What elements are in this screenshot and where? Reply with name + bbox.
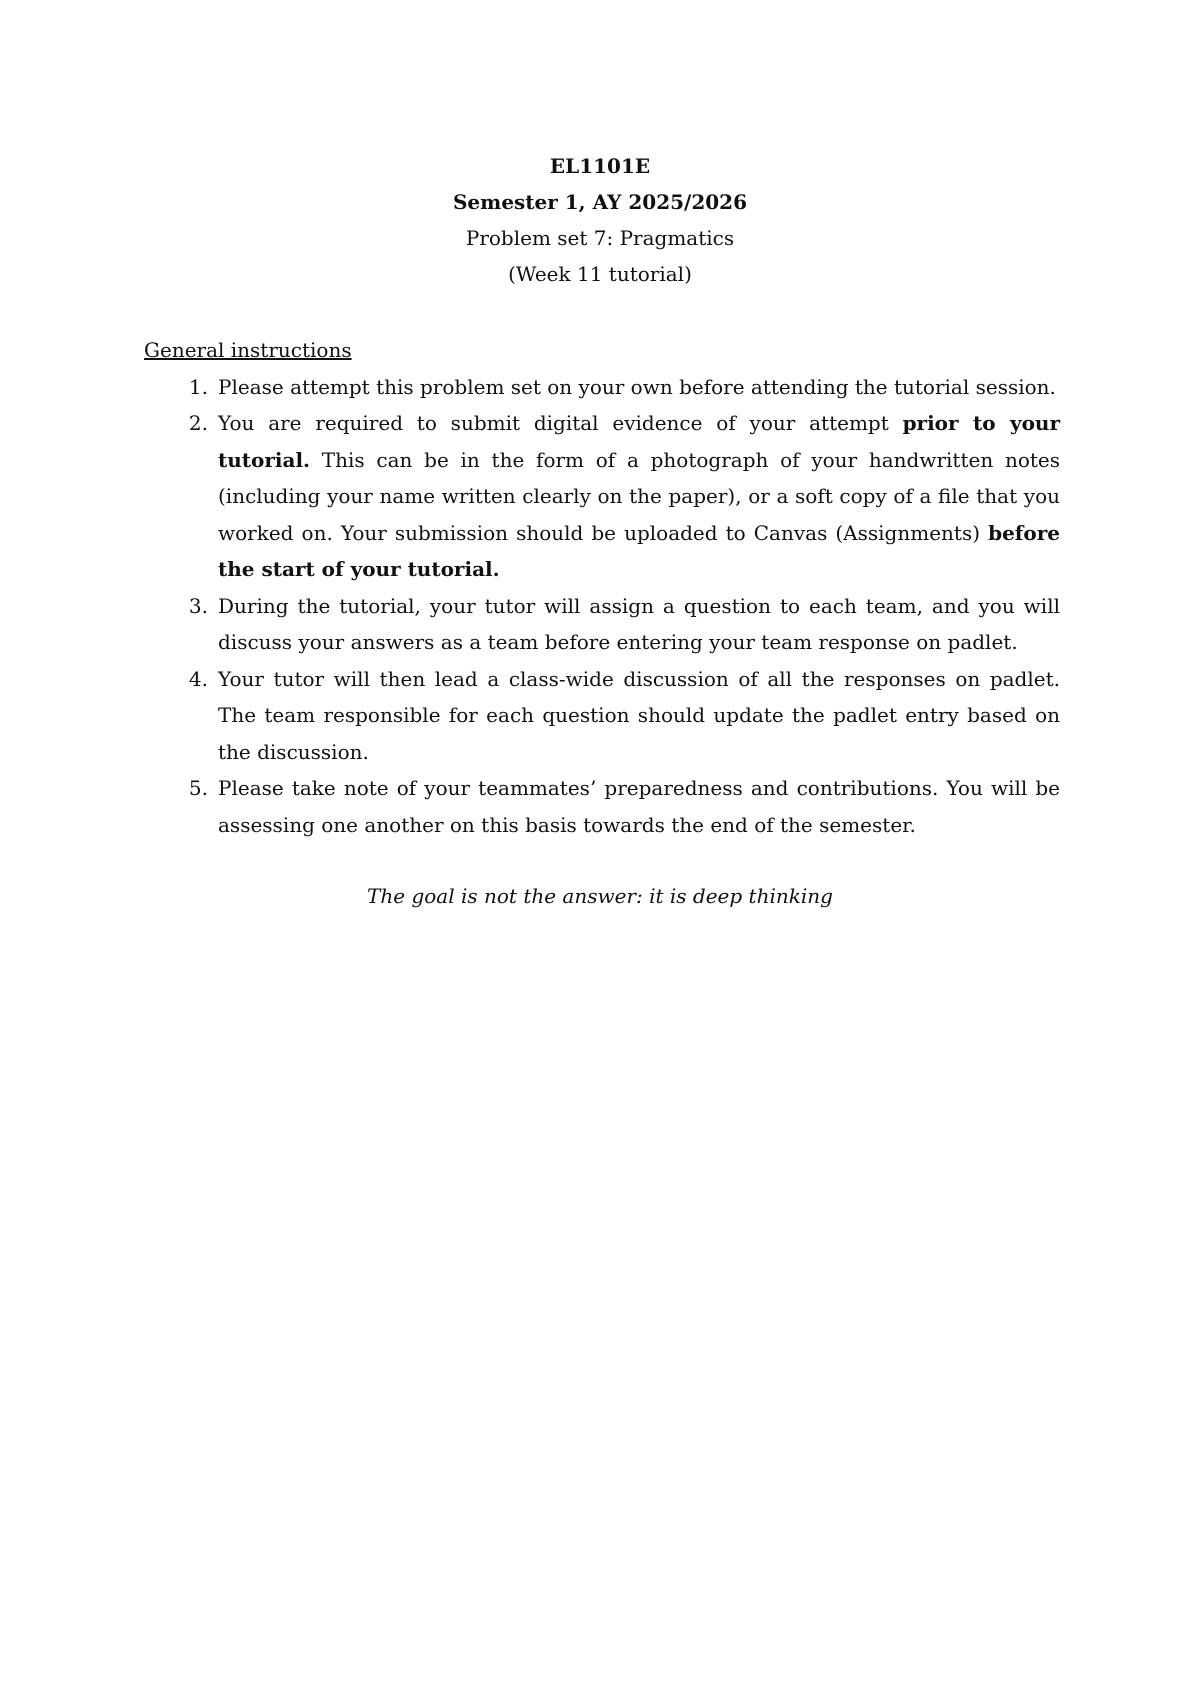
item-text-emphasis: before the start of your tutorial.: [218, 520, 1060, 581]
motto-text: The goal is not the answer: it is deep thinking: [367, 884, 833, 908]
item-number: 2.: [188, 411, 208, 435]
list-item: [144, 661, 1060, 771]
item-text-part: You are required to submit digital evidence of your attempt: [218, 411, 903, 435]
item-text: [218, 405, 1060, 588]
general-instructions: [144, 332, 1060, 843]
item-number: 4.: [188, 666, 208, 691]
instructions-list: [144, 369, 1060, 844]
list-item: [144, 405, 1060, 588]
item-number: 5.: [188, 776, 208, 800]
semester-line: Semester 1, AY 2025/2026: [452, 190, 747, 214]
item-text: Please take note of your teammates’ preparedness and contributions. You will be assessing one another on this basis towards the end of the semester.: [218, 776, 1060, 837]
item-text: During the tutorial, your tutor will assign a question to each team, and you will discuss your answers as a team before entering your team response on padlet.: [218, 593, 1060, 654]
week-line: (Week 11 tutorial): [508, 262, 692, 286]
item-number: 3.: [188, 593, 208, 618]
instructions-heading: General instructions: [144, 338, 352, 362]
problem-set-title: Problem set 7: Pragmatics: [465, 226, 735, 250]
item-text: Please attempt this problem set on your own before attending the tutorial session.: [218, 374, 1056, 399]
course-code: EL1101E: [549, 154, 651, 178]
item-text-part: This can be in the form of a photograph of your handwritten notes (including your name written clearly on the paper), or a soft copy of a file that you worked on. Your submission should be uploaded to Canvas (Assignments): [218, 447, 1060, 545]
list-item: [144, 770, 1060, 843]
document-header: [0, 148, 1200, 292]
list-item: [144, 369, 1060, 406]
list-item: [144, 588, 1060, 661]
item-text: Your tutor will then lead a class-wide discussion of all the responses on padlet. The team responsible for each question should update the padlet entry based on the discussion.: [218, 666, 1060, 764]
item-number: 1.: [188, 374, 208, 399]
item-text-emphasis: prior to your tutorial.: [218, 411, 1060, 472]
